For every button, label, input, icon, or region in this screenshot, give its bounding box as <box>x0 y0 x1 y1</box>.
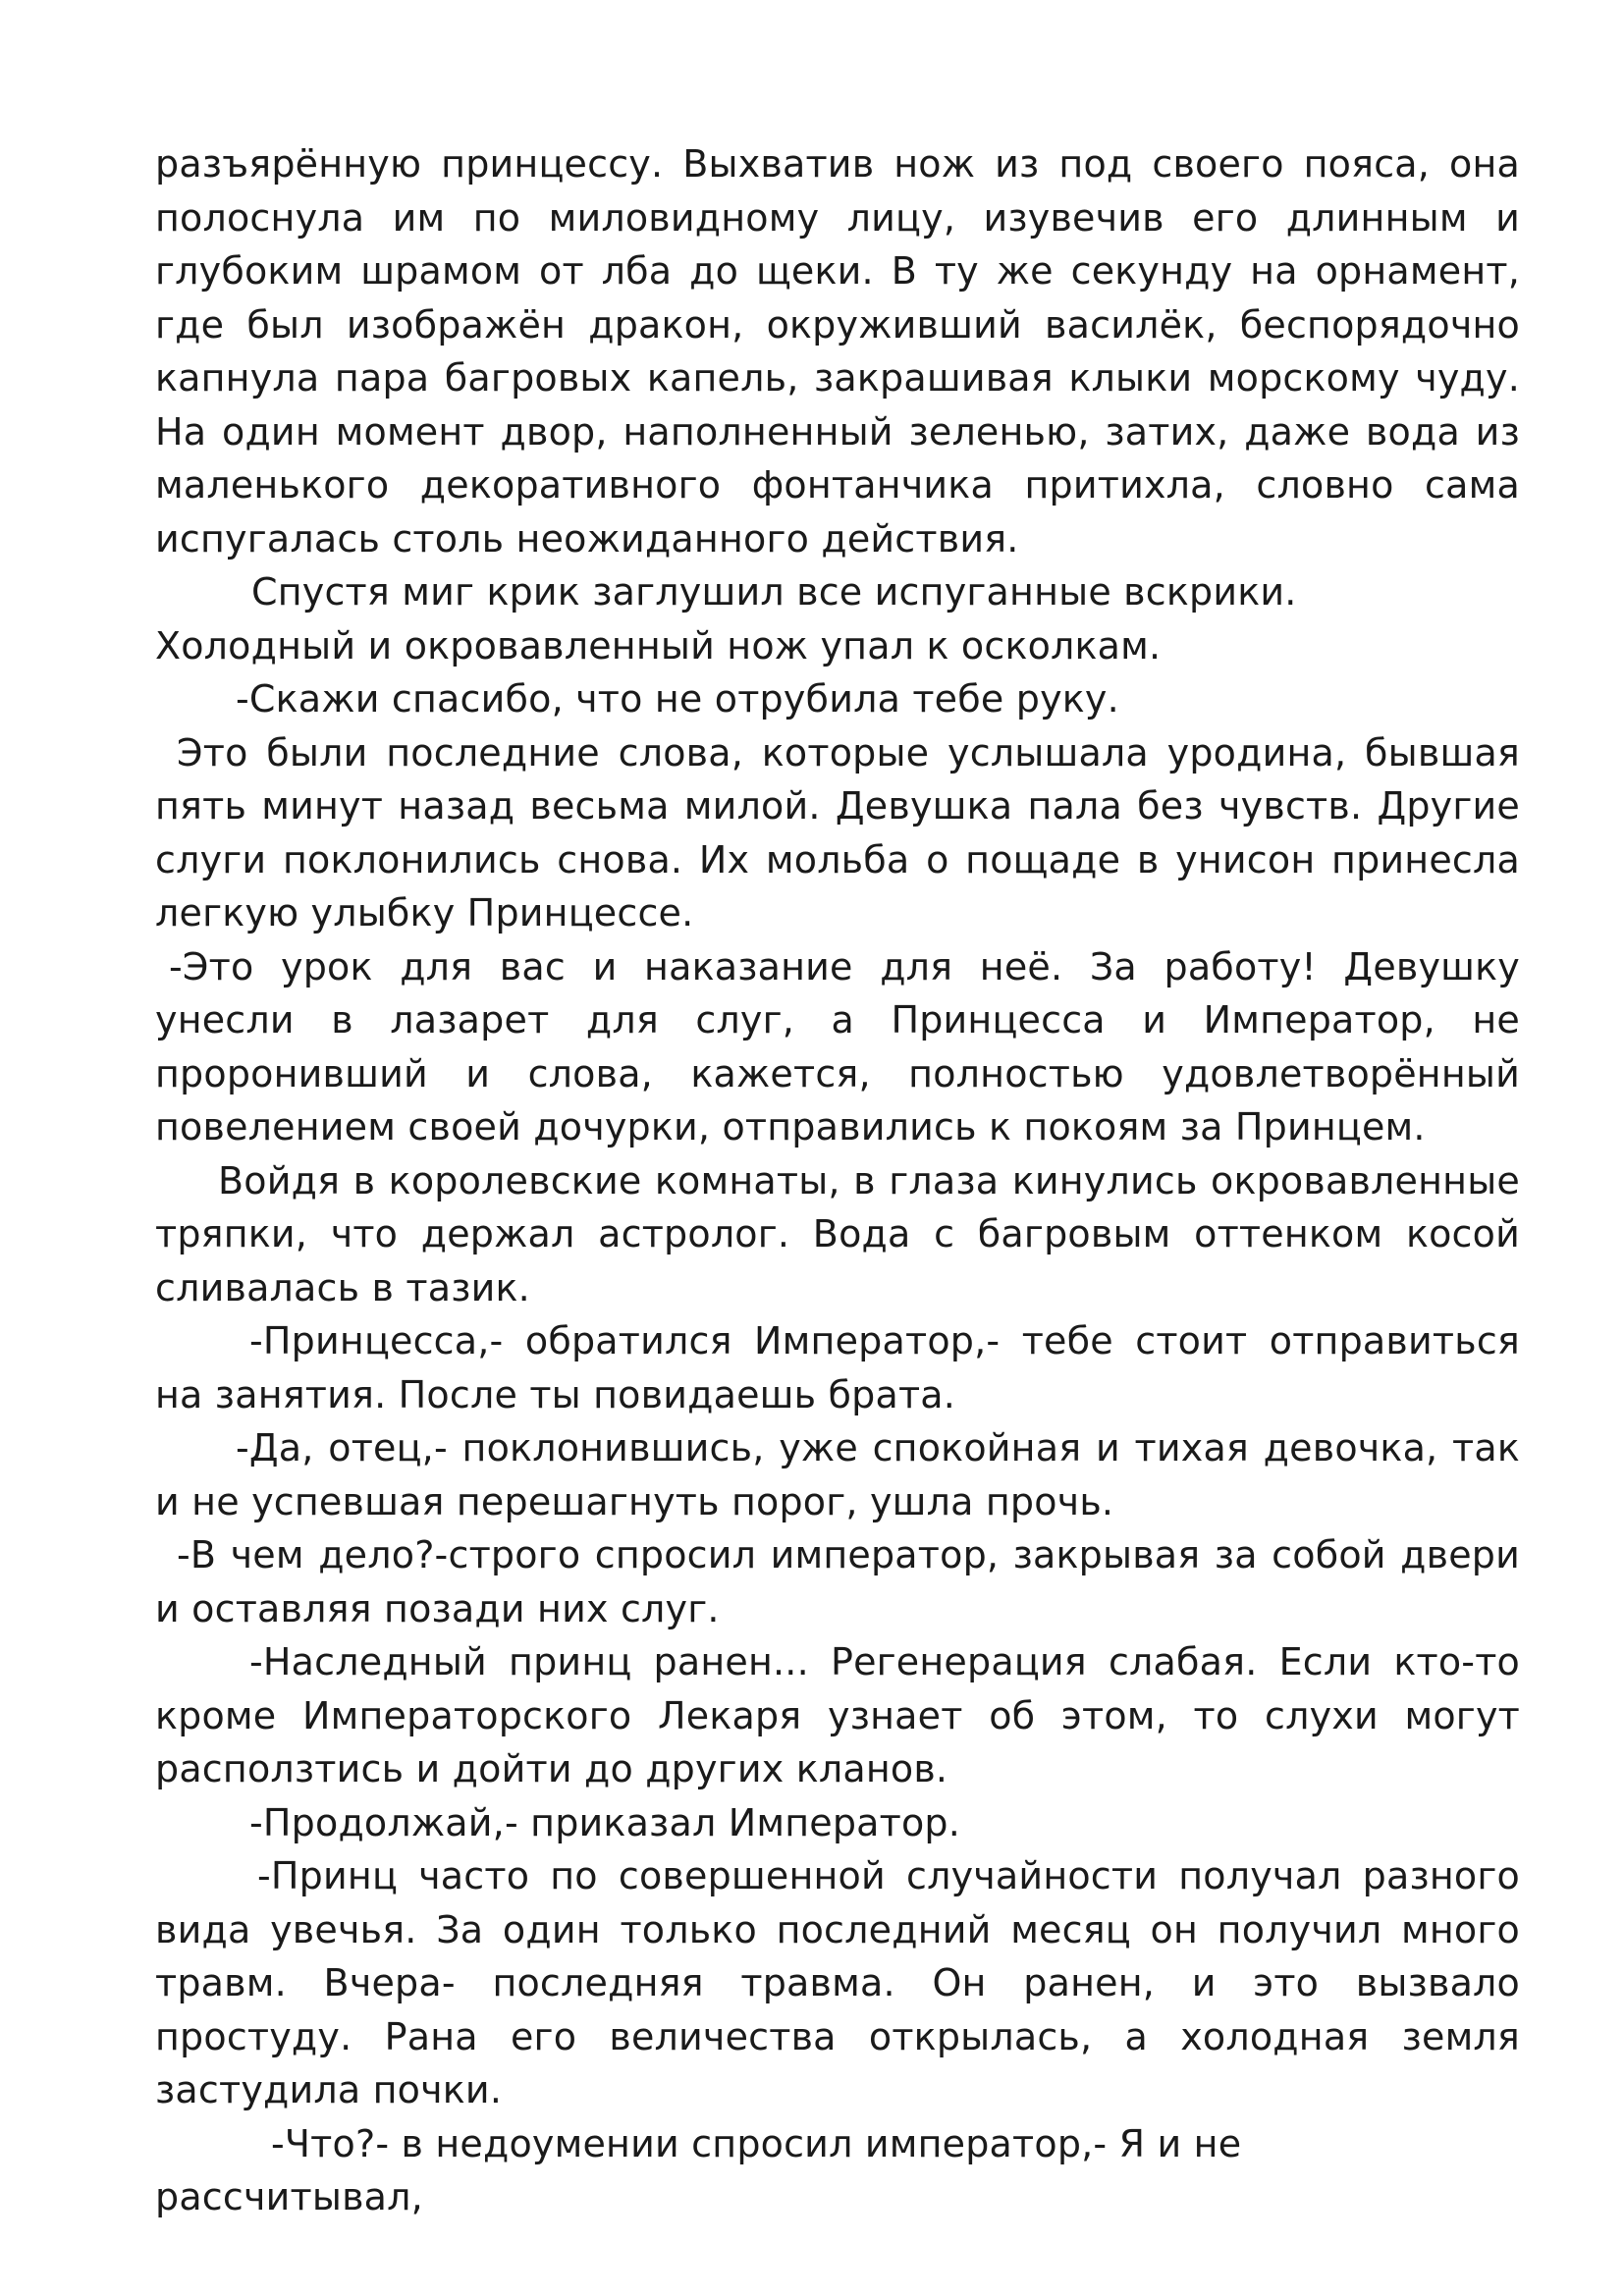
paragraph-14: -Что?- в недоумении спросил император,- Я и не рассчитывал, <box>155 2121 1242 2218</box>
paragraph-4: -Скажи спасибо, что не отрубила тебе руку. <box>236 677 1119 721</box>
paragraph-11: -Наследный принц ранен... Регенерация слабая. Если кто-то кроме Императорского Лекаря узнает об этом, то слухи могут расползтись и дойти до других кланов. <box>155 1640 1520 1790</box>
paragraph-7: Войдя в королевские комнаты, в глаза кинулись окровавленные тряпки, что держал астролог. Вода с багровым оттенком косой сливалась в тазик. <box>155 1158 1520 1309</box>
paragraph-12: -Продолжай,- приказал Император. <box>249 1800 961 1844</box>
paragraph-1: разъярённую принцессу. Выхватив нож из под своего пояса, она полоснула им по миловидному лицу, изувечив его длинным и глубоким шрамом от лба до щеки. В ту же секунду на орнамент, где был изображён дракон, окруживший василёк, беспорядочно капнула пара багровых капель, закрашивая клыки морскому чуду. На один момент двор, наполненный зеленью, затих, даже вода из маленького декоративного фонтанчика притихла, словно сама испугалась столь неожиданного действия. <box>155 142 1520 561</box>
paragraph-2: Спустя миг крик заглушил все испуганные вскрики. <box>251 570 1297 614</box>
document-page <box>155 137 1520 2224</box>
paragraph-6: -Это урок для вас и наказание для неё. За работу! Девушку унесли в лазарет для слуг, а Принцесса и Император, не проронивший и слова, кажется, полностью удовлетворённый повелением своей дочурки, отправились к покоям за Принцем. <box>155 944 1520 1148</box>
paragraph-10: -В чем дело?-строго спросил император, закрывая за собой двери и оставляя позади них слуг. <box>155 1533 1520 1630</box>
paragraph-5: Это были последние слова, которые услышала уродина, бывшая пять минут назад весьма милой. Девушка пала без чувств. Другие слуги поклонились снова. Их мольба о пощаде в унисон принесла легкую улыбку Принцессе. <box>155 730 1520 934</box>
paragraph-3: Холодный и окровавленный нож упал к осколкам. <box>155 623 1162 667</box>
paragraph-9: -Да, отец,- поклонившись, уже спокойная и тихая девочка, так и не успевшая перешагнуть порог, ушла прочь. <box>155 1426 1520 1523</box>
paragraph-8: -Принцесса,- обратился Император,- тебе стоит отправиться на занятия. После ты повидаешь брата. <box>155 1319 1520 1416</box>
paragraph-13: -Принц часто по совершенной случайности получал разного вида увечья. За один только последний месяц он получил много травм. Вчера- последняя травма. Он ранен, и это вызвало простуду. Рана его величества открылась, а холодная земля застудила почки. <box>155 1854 1520 2111</box>
